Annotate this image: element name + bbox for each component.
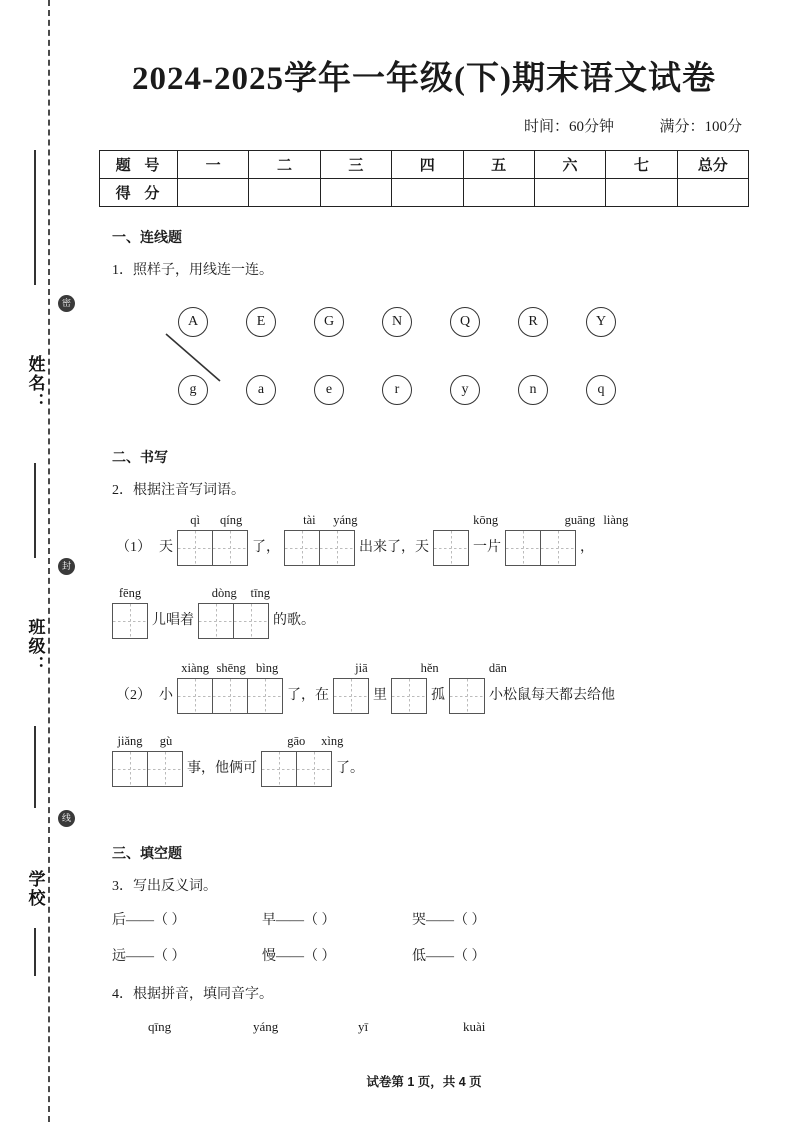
pinyin-gu: gù <box>159 734 173 748</box>
question-1-number: 1． <box>112 263 133 278</box>
writing-text-2b: 的歌。 <box>273 613 315 628</box>
antonym-row-2 <box>112 945 760 965</box>
antonym-item-1[interactable]: 后——（ ） <box>112 913 186 928</box>
pinyin-qing: qíng <box>220 513 243 527</box>
match-circle-lower-5[interactable]: y <box>450 375 480 405</box>
page-footer: 试卷第 1 页，共 4 页 <box>366 1075 482 1089</box>
question-4-prompt <box>112 983 760 1003</box>
match-circle-lower-4[interactable]: r <box>382 375 412 405</box>
writing-item-2 <box>88 586 760 639</box>
pinyin-xing: xìng <box>321 734 344 748</box>
match-circle-upper-5[interactable]: Q <box>450 307 480 337</box>
tianzige-cell[interactable] <box>112 603 148 639</box>
match-circle-upper-2[interactable]: E <box>246 307 276 337</box>
match-circle-lower-2[interactable]: a <box>246 375 276 405</box>
pinyin-ting: tīng <box>250 586 270 600</box>
seal-mark-3: 线 <box>58 810 75 827</box>
question-1-text: 照样子，用线连一连。 <box>133 263 273 278</box>
pinyin-row-3 <box>112 661 760 678</box>
pinyin-dan: dān <box>488 661 507 675</box>
tianzige-cell[interactable] <box>247 678 283 714</box>
pinyin-gao: gāo <box>287 734 306 748</box>
writing-text-3e: 小松鼠每天都去给他 <box>489 688 615 703</box>
matching-lower-row <box>128 375 768 417</box>
writing-text-1b: 了， <box>252 540 280 555</box>
grid-feng[interactable] <box>112 603 148 639</box>
question-2-text: 根据注音写词语。 <box>133 483 245 498</box>
grid-guangliang[interactable] <box>505 530 576 566</box>
seal-mark-2: 封 <box>58 558 75 575</box>
writing-text-1c: 出来了，天 <box>359 540 429 555</box>
score-value-total[interactable] <box>677 179 748 207</box>
writing-line-3 <box>112 678 760 714</box>
pinyin-kong: kōng <box>473 513 499 527</box>
matching-upper-row <box>128 307 768 349</box>
side-rule-top <box>34 150 36 285</box>
writing-line-1 <box>112 530 760 566</box>
score-col-2: 二 <box>249 151 320 179</box>
tone-row <box>148 1019 760 1035</box>
writing-item-1 <box>88 513 760 566</box>
score-value-5[interactable] <box>463 179 534 207</box>
writing-text-1a: 天 <box>159 540 173 555</box>
pinyin-row-4 <box>112 734 760 751</box>
exam-meta <box>88 115 760 136</box>
side-rule-bottom <box>34 928 36 976</box>
question-3-text: 写出反义词。 <box>133 879 217 894</box>
tianzige-cell[interactable] <box>296 751 332 787</box>
pinyin-liang: liàng <box>603 513 629 527</box>
grid-jia[interactable] <box>333 678 369 714</box>
tianzige-cell[interactable] <box>540 530 576 566</box>
pinyin-row-2 <box>112 586 760 603</box>
score-value-7[interactable] <box>606 179 677 207</box>
writing-text-3c: 里 <box>373 688 387 703</box>
match-circle-lower-6[interactable]: n <box>518 375 548 405</box>
question-4-text: 根据拼音，填同音字。 <box>133 987 273 1002</box>
match-circle-upper-6[interactable]: R <box>518 307 548 337</box>
total-score-label: 满分：100分 <box>659 119 742 135</box>
grid-kong[interactable] <box>433 530 469 566</box>
side-rule-low <box>34 726 36 808</box>
side-label-name: 姓名： <box>25 355 45 412</box>
grid-qiqing[interactable] <box>177 530 248 566</box>
match-circle-upper-7[interactable]: Y <box>586 307 616 337</box>
tianzige-cell[interactable] <box>212 678 248 714</box>
pinyin-jia: jiā <box>355 661 368 675</box>
time-label: 时间：60分钟 <box>523 119 614 135</box>
match-circle-lower-3[interactable]: e <box>314 375 344 405</box>
seal-mark-1: 密 <box>58 295 75 312</box>
pinyin-tai: tài <box>303 513 316 527</box>
section-heading-2: 二、书写 <box>112 449 168 465</box>
score-table <box>99 150 749 207</box>
grid-xiangshengbing[interactable] <box>177 678 283 714</box>
writing-text-1d: 一片 <box>473 540 501 555</box>
match-circle-lower-7[interactable]: q <box>586 375 616 405</box>
section-heading-1: 一、连线题 <box>112 229 182 245</box>
tianzige-cell[interactable] <box>261 751 297 787</box>
grid-hen[interactable] <box>391 678 427 714</box>
tianzige-cell[interactable] <box>505 530 541 566</box>
writing-text-4b: 了。 <box>336 761 364 776</box>
tianzige-cell[interactable] <box>177 530 213 566</box>
table-row-scores <box>100 179 749 207</box>
score-value-1[interactable] <box>178 179 249 207</box>
grid-gaoxing[interactable] <box>261 751 332 787</box>
tianzige-cell[interactable] <box>284 530 320 566</box>
pinyin-row-1 <box>112 513 760 530</box>
grid-dan[interactable] <box>449 678 485 714</box>
tone-item-kuai: kuài <box>463 1019 486 1034</box>
side-label-school: 学校 <box>25 870 45 908</box>
grid-jianggu[interactable] <box>112 751 183 787</box>
writing-item-4 <box>88 734 760 787</box>
tianzige-cell[interactable] <box>147 751 183 787</box>
tianzige-cell[interactable] <box>233 603 269 639</box>
score-col-7: 七 <box>606 151 677 179</box>
question-3-prompt <box>112 875 760 895</box>
side-label-class: 班级： <box>25 618 45 675</box>
score-col-5: 五 <box>463 151 534 179</box>
score-value-2[interactable] <box>249 179 320 207</box>
question-2-prompt <box>112 479 760 499</box>
tianzige-cell[interactable] <box>433 530 469 566</box>
side-margin-labels <box>18 0 71 1122</box>
pinyin-xiang: xiàng <box>181 661 210 675</box>
tianzige-cell[interactable] <box>319 530 355 566</box>
question-4-number: 4． <box>112 987 133 1002</box>
writing-text-1e: ， <box>580 540 594 555</box>
score-table-header-score: 得 分 <box>100 179 178 207</box>
score-col-total: 总分 <box>677 151 748 179</box>
exam-page <box>88 0 760 1122</box>
pinyin-dong: dòng <box>211 586 237 600</box>
pinyin-sheng: shēng <box>216 661 246 675</box>
antonym-item-3[interactable]: 哭——（ ） <box>412 913 486 928</box>
pinyin-hen: hěn <box>420 661 439 675</box>
grid-dongting[interactable] <box>198 603 269 639</box>
pinyin-jiang: jiǎng <box>117 734 143 748</box>
writing-item-3 <box>88 661 760 714</box>
matching-area <box>88 289 760 421</box>
antonym-item-4[interactable]: 远——（ ） <box>112 949 186 964</box>
tone-item-yang: yáng <box>253 1019 279 1034</box>
match-circle-upper-4[interactable]: N <box>382 307 412 337</box>
match-circle-lower-1[interactable]: g <box>178 375 208 405</box>
question-1-prompt <box>112 259 760 279</box>
pinyin-feng: fēng <box>118 586 142 600</box>
tianzige-cell[interactable] <box>449 678 485 714</box>
tianzige-cell[interactable] <box>112 751 148 787</box>
match-circle-upper-3[interactable]: G <box>314 307 344 337</box>
tone-item-yi: yī <box>358 1019 369 1034</box>
antonym-item-2[interactable]: 早——（ ） <box>262 913 336 928</box>
antonym-item-5[interactable]: 慢——（ ） <box>262 949 336 964</box>
match-circle-upper-1[interactable]: A <box>178 307 208 337</box>
tianzige-cell[interactable] <box>391 678 427 714</box>
writing-text-3d: 孤 <box>431 688 445 703</box>
side-rule-mid <box>34 463 36 558</box>
pinyin-qi: qì <box>190 513 200 527</box>
antonym-item-6[interactable]: 低——（ ） <box>412 949 486 964</box>
writing-label-3: （2） <box>116 688 151 703</box>
grid-taiyang[interactable] <box>284 530 355 566</box>
score-value-4[interactable] <box>392 179 463 207</box>
score-col-4: 四 <box>392 151 463 179</box>
score-col-3: 三 <box>320 151 391 179</box>
score-col-1: 一 <box>178 151 249 179</box>
page-title: 2024-2025学年一年级(下)期末语文试卷 <box>132 61 716 97</box>
writing-line-4 <box>112 751 760 787</box>
antonym-row-1 <box>112 909 760 929</box>
question-3-number: 3． <box>112 879 133 894</box>
table-row-question-numbers <box>100 151 749 179</box>
score-value-3[interactable] <box>320 179 391 207</box>
writing-line-2 <box>112 603 760 639</box>
writing-text-4a: 事，他俩可 <box>187 761 257 776</box>
tianzige-cell[interactable] <box>177 678 213 714</box>
pinyin-guang: guāng <box>564 513 596 527</box>
writing-text-2a: 儿唱着 <box>152 613 194 628</box>
tianzige-cell[interactable] <box>333 678 369 714</box>
score-value-6[interactable] <box>534 179 605 207</box>
score-col-6: 六 <box>534 151 605 179</box>
tianzige-cell[interactable] <box>212 530 248 566</box>
question-2-number: 2． <box>112 483 133 498</box>
pinyin-bing: bìng <box>256 661 279 675</box>
pinyin-yang: yáng <box>333 513 358 527</box>
tone-item-qing: qīng <box>148 1019 172 1034</box>
tianzige-cell[interactable] <box>198 603 234 639</box>
writing-text-3b: 了，在 <box>287 688 329 703</box>
section-heading-3: 三、填空题 <box>112 845 182 861</box>
writing-label-1: （1） <box>116 540 151 555</box>
writing-text-3a: 小 <box>159 688 173 703</box>
score-table-header-question: 题 号 <box>100 151 178 179</box>
